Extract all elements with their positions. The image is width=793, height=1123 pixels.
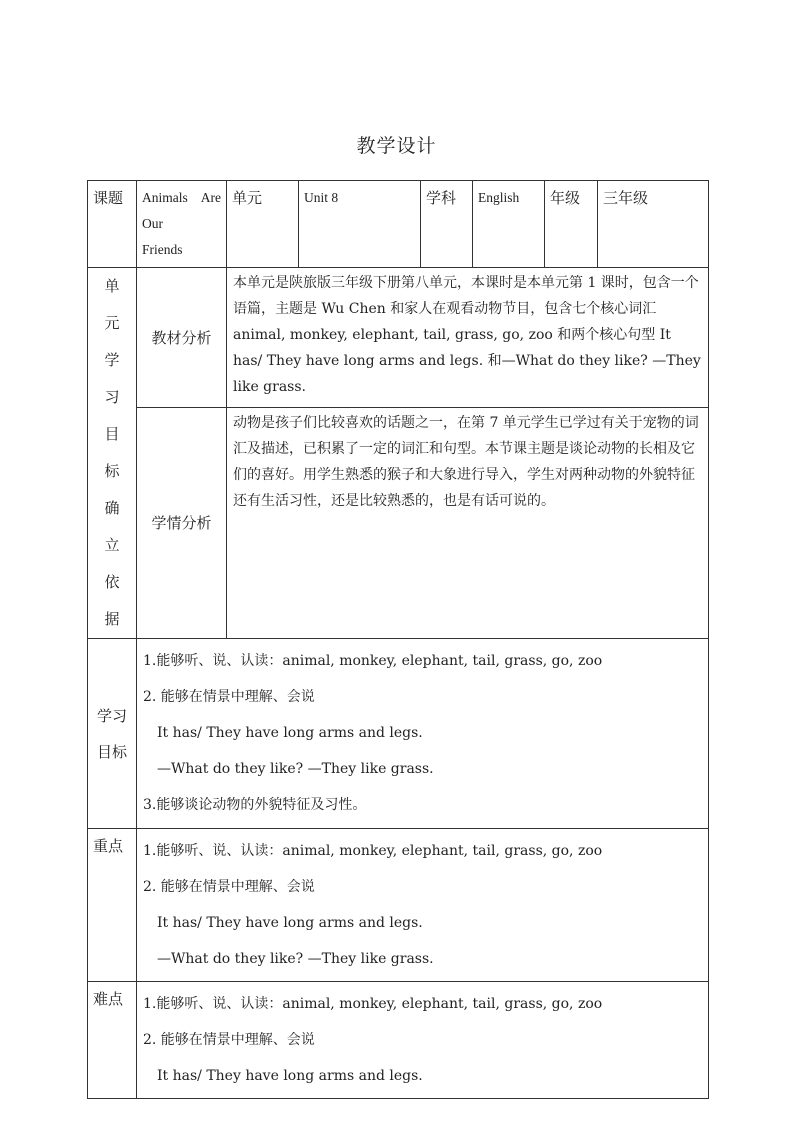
basis-label-char: 确	[104, 499, 120, 517]
objectives-label-line: 目标	[96, 742, 127, 761]
difficulty-line: 1.能够听、说、认读：animal, monkey, elephant, tail, grass, go, zoo	[143, 996, 603, 1012]
basis-label-char: 元	[104, 314, 120, 332]
objectives-label	[88, 639, 137, 829]
learner-analysis-text: 动物是孩子们比较喜欢的话题之一，在第 7 单元学生已学过有关于宠物的词汇及描述，已积累了一定的词汇和句型。本节课主题是谈论动物的长相及它们的喜好。用学生熟悉的猴子和大象进行导入，学生对两种动物的外貌特征还有生活习性，还是比较熟悉的，也是有话可说的。	[227, 408, 709, 639]
basis-label-char: 标	[104, 462, 120, 480]
objective-line: It has/ They have long arms and legs.	[157, 725, 423, 741]
course-value-line-1: Animals Are Our	[142, 190, 221, 231]
unit-label: 单元	[227, 181, 299, 268]
key-point-line: 1.能够听、说、认读：animal, monkey, elephant, tail, grass, go, zoo	[143, 843, 603, 859]
difficulties-label: 难点	[88, 982, 137, 1099]
page-title: 教学设计	[356, 135, 437, 157]
course-value-line-2: Friends	[142, 242, 183, 257]
basis-label-char: 据	[104, 610, 120, 628]
basis-section-label	[88, 268, 137, 639]
difficulties-row	[88, 982, 709, 1099]
objective-line: 2. 能够在情景中理解、会说	[143, 689, 315, 705]
basis-label-char: 目	[104, 425, 120, 443]
basis-label-char: 单	[104, 277, 120, 295]
key-points-label: 重点	[88, 829, 137, 982]
difficulty-line: It has/ They have long arms and legs.	[157, 1068, 423, 1084]
basis-label-char: 习	[104, 388, 120, 406]
key-point-line: 2. 能够在情景中理解、会说	[143, 879, 315, 895]
material-analysis-row	[88, 268, 709, 408]
material-analysis-label: 教材分析	[137, 268, 227, 408]
objectives-row	[88, 639, 709, 829]
objective-line: 3.能够谈论动物的外貌特征及习性。	[143, 797, 367, 813]
key-points-content	[137, 829, 709, 982]
basis-label-char: 立	[104, 536, 120, 554]
course-value	[137, 181, 227, 268]
objectives-content	[137, 639, 709, 829]
material-analysis-text: 本单元是陕旅版三年级下册第八单元，本课时是本单元第 1 课时，包含一个语篇，主题是 Wu Chen 和家人在观看动物节目，包含七个核心词汇 animal, monkey, elephant, tail, grass, go, zoo 和两个核心句型 It has/ They have long arms and legs. 和—What do they like? —They like grass.	[227, 268, 709, 408]
subject-value: English	[473, 181, 545, 268]
learner-analysis-row	[88, 408, 709, 639]
unit-value: Unit 8	[299, 181, 421, 268]
key-points-row	[88, 829, 709, 982]
lesson-plan-table	[87, 180, 709, 1099]
difficulty-line: 2. 能够在情景中理解、会说	[143, 1032, 315, 1048]
key-point-line: It has/ They have long arms and legs.	[157, 915, 423, 931]
difficulties-content	[137, 982, 709, 1099]
course-label: 课题	[88, 181, 137, 268]
learner-analysis-label: 学情分析	[137, 408, 227, 639]
grade-value: 三年级	[598, 181, 709, 268]
subject-label: 学科	[421, 181, 473, 268]
objective-line: 1.能够听、说、认读：animal, monkey, elephant, tail, grass, go, zoo	[143, 653, 603, 669]
key-point-line: —What do they like? —They like grass.	[157, 951, 434, 967]
objective-line: —What do they like? —They like grass.	[157, 761, 434, 777]
basis-label-char: 依	[104, 573, 120, 591]
grade-label: 年级	[545, 181, 598, 268]
objectives-label-line: 学习	[96, 706, 127, 725]
basis-label-char: 学	[104, 351, 120, 369]
header-row	[88, 181, 709, 268]
